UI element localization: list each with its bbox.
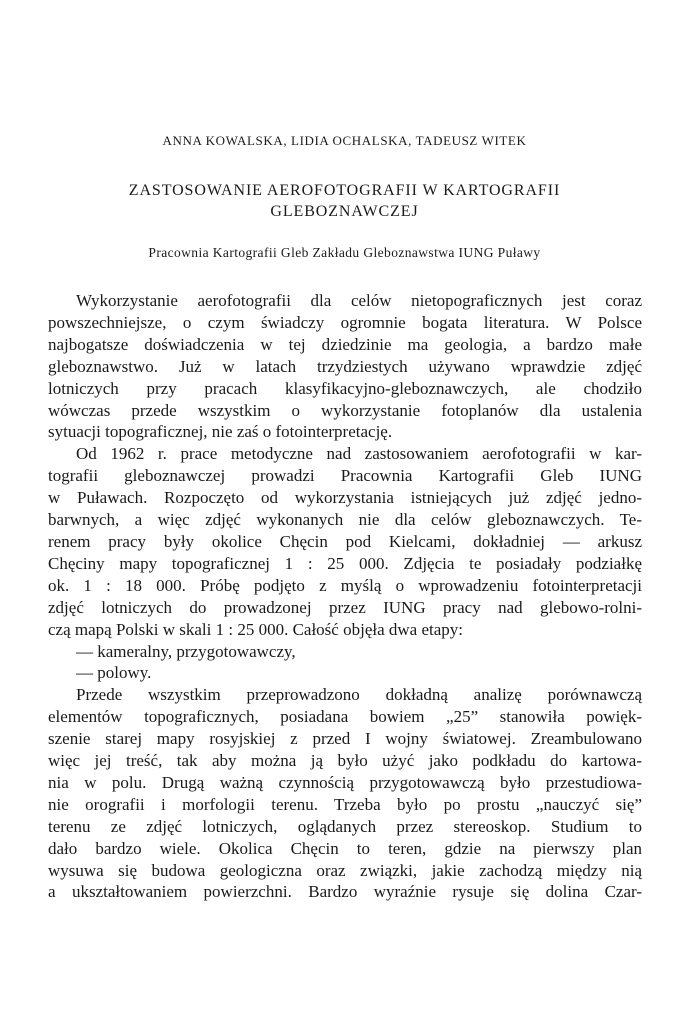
text-line: w Puławach. Rozpoczęto od wykorzystania istniejących już zdjęć jedno- xyxy=(48,488,642,508)
paragraph xyxy=(48,290,642,443)
text-line: ok. 1 : 18 000. Próbę podjęto z myślą o wprowadzeniu fotointerpretacji xyxy=(48,575,642,595)
list-item: — polowy. xyxy=(76,663,152,683)
article-title xyxy=(0,180,689,222)
title-line-1: ZASTOSOWANIE AEROFOTOGRAFII W KARTOGRAFII xyxy=(128,182,561,199)
article-body xyxy=(48,290,642,903)
text-line: a ukształtowaniem powierzchni. Bardzo wyraźnie rysuje się dolina Czar- xyxy=(48,882,642,902)
text-line: Przede wszystkim przeprowadzono dokładną analizę porównawczą xyxy=(76,685,642,705)
text-line: wówczas przede wszystkim o wykorzystanie fotoplanów dla ustalenia xyxy=(48,400,642,420)
text-line: elementów topograficznych, posiadana bowiem „25” stanowiła powięk- xyxy=(48,707,642,727)
text-line: szenie starej mapy rosyjskiej z przed I wojny światowej. Zreambulowano xyxy=(48,729,642,749)
text-line: Wykorzystanie aerofotografii dla celów nietopograficznych jest coraz xyxy=(76,291,642,310)
text-line: renem pracy były okolice Chęcin pod Kielcami, dokładniej — arkusz xyxy=(48,531,642,551)
text-line: więc jej treść, tak aby można ją było użyć jako podkładu do kartowa- xyxy=(48,751,642,771)
stage-list xyxy=(48,641,642,685)
text-line: lotniczych przy pracach klasyfikacyjno-gleboznawczych, ale chodziło xyxy=(48,378,642,398)
text-line: gleboznawstwo. Już w latach trzydziestych używano wprawdzie zdjęć xyxy=(48,356,642,376)
text-line: zdjęć lotniczych do prowadzonej przez IUNG pracy nad glebowo-rolni- xyxy=(48,597,642,617)
text-line: wysuwa się budowa geologiczna oraz związki, jakie zachodzą między nią xyxy=(48,860,642,880)
article-authors: ANNA KOWALSKA, LIDIA OCHALSKA, TADEUSZ WITEK xyxy=(162,133,527,148)
text-line: terenu ze zdjęć lotniczych, oglądanych przez stereoskop. Studium to xyxy=(48,816,642,836)
text-line: tografii gleboznawczej prowadzi Pracownia Kartografii Gleb IUNG xyxy=(48,466,642,486)
text-line: dało bardzo wiele. Okolica Chęcin to teren, gdzie na pierwszy plan xyxy=(48,838,642,858)
text-line: powszechniejsze, o czym świadczy ogromnie bogata literatura. W Polsce xyxy=(48,312,642,332)
paragraph xyxy=(48,684,642,903)
text-line: barwnych, a więc zdjęć wykonanych nie dla celów gleboznawczych. Te- xyxy=(48,510,642,530)
article-affiliation: Pracownia Kartografii Gleb Zakładu Gleboznawstwa IUNG Puławy xyxy=(148,245,541,260)
text-line: sytuacji topograficznej, nie zaś o fotointerpretację. xyxy=(48,422,393,442)
text-line: nia w polu. Drugą ważną czynnością przygotowawczą było przestudiowa- xyxy=(48,772,642,792)
text-line: czą mapą Polski w skali 1 : 25 000. Całość objęła dwa etapy: xyxy=(48,619,463,639)
paragraph xyxy=(48,443,642,640)
text-line: Chęciny mapy topograficznej 1 : 25 000. Zdjęcia te posiadały podziałkę xyxy=(48,553,642,573)
text-line: nie orografii i morfologii terenu. Trzeba było po prostu „nauczyć się” xyxy=(48,794,642,814)
title-line-2: GLEBOZNAWCZEJ xyxy=(270,203,419,220)
list-item: — kameralny, przygotowawczy, xyxy=(76,641,296,661)
text-line: Od 1962 r. prace metodyczne nad zastosowaniem aerofotografii w kar- xyxy=(76,444,642,464)
text-line: najbogatsze doświadczenia w tej dziedzinie ma geologia, a bardzo małe xyxy=(48,334,642,354)
